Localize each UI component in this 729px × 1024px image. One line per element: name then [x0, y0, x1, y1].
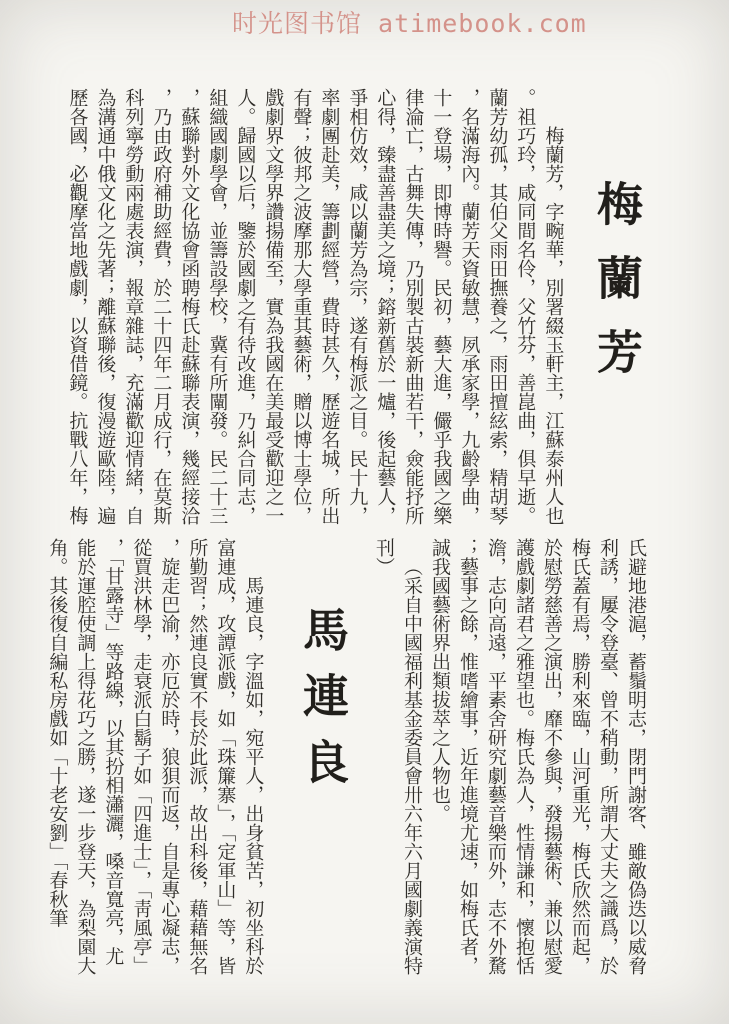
mei-body-part1: 梅蘭芳，字畹華，別署綴玉軒主，江蘇泰州人也。祖巧玲，咸同間名伶，父竹芬，善崑曲，俱早逝。蘭芳幼孤，其伯父雨田撫養之，雨田擅絃索，精胡琴，名滿海內。蘭芳天資敏慧，夙承家學，九齡學曲，十一登場，即博時譽。民初，藝大進，儼乎我國之樂律淪亡，古舞失傳，乃別製古裝新曲若干，僉能抒所心得，臻盡善盡美之境；鎔新舊於一爐，後起藝人，爭相仿效，咸以蘭芳為宗，遂有梅派之目。民十九，率劇團赴美，籌劃經營，費時甚久，歷遊名城，所出有聲；彼邦之波摩那大學重其藝術，贈以博士學位，戲劇界文學界讚揚備至，實為我國在美最受歡迎之一人。歸國以后，鑒於國劇之有待改進，乃糾合同志，組織國劇學會，並籌設學校，冀有所闡發。民二十三，蘇聯對外文化協會函聘梅氏赴蘇聯表演，幾經接洽，乃由政府補助經費，於二十四年二月成行，在莫斯科列寧勞動兩處表演，報章雜誌，充滿歡迎情緒，自為溝通中俄文化之先著；離蘇聯後，復漫遊歐陸，遍歷各國，必觀摩當地戲劇，以資借鏡。抗戰八年，梅	[66, 88, 564, 525]
bottom-half	[42, 538, 649, 975]
article-title-mei-lanfang: 梅蘭芳	[591, 180, 642, 402]
mei-body-part2: 氏避地港滬，蓄鬚明志，閉門謝客、雖敵偽迭以威脅利誘，屢令登臺、曾不稍動，所謂大丈夫之識爲，於梅氏蓋有焉，勝利來臨，山河重光，梅氏欣然而起，於慰勞慈善之演出，靡不參與，發揚藝術、兼以慰愛護戲劇諸君之雅望也。梅氏為人，性情謙和，懷抱恬澹，志向高遠，平素舍研究劇藝音樂而外，志不外騖；藝事之餘，惟嗜繪事，近年進境尤速，如梅氏者，誠我國藝術界出類拔萃之人物也。	[429, 538, 646, 975]
ma-body-part1: 馬連良，字溫如，宛平人，出身貧苦，初坐科於富連成，攻譚派戲，如「珠簾寨」，「定軍山」等，皆所勤習；然連良實不長於此派，故出科後，藉藉無名，旋走巴渝，亦厄於時，狼狽而返，自是專心凝志，從賈洪林學，走衰派白鬍子如「四進士」，「靑風亭」，「甘露寺」等路線，以其扮相瀟灑，嗓音寬亮，尤能於運腔使調上得花巧之勝，遂一步登天，為梨園大角。其後復自編私房戲如「十老安劉」「春秋筆	[46, 538, 264, 975]
article-title-ma-lianliang: 馬連良	[297, 606, 348, 804]
article-mei-lanfang	[62, 88, 657, 525]
site-watermark: 时光图书馆 atimebook.com	[232, 9, 587, 38]
mei-source-citation: （采自中國福利基金委員會卅六年六月國劇義演特刊）	[373, 538, 422, 975]
